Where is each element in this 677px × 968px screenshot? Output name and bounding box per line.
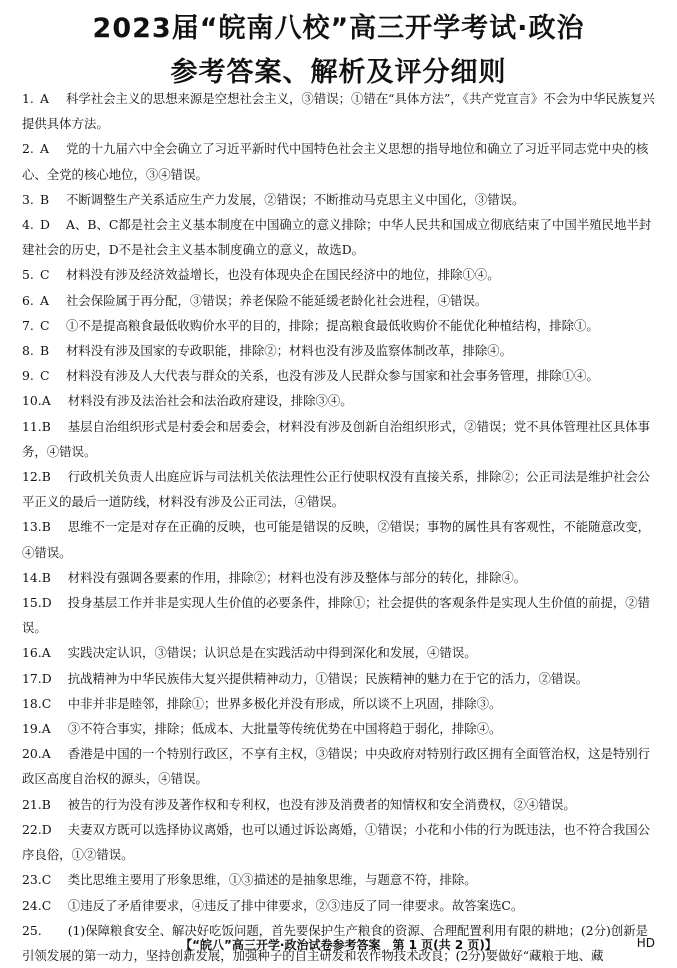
- answer-choice: C: [41, 872, 52, 888]
- answer-choice: B: [41, 469, 51, 485]
- answer-explanation: 材料没有涉及国家的专政职能，排除②；材料也没有涉及监察体制改革，排除④。: [66, 343, 513, 359]
- answer-choice: A: [40, 91, 49, 106]
- answer-item: [22, 590, 658, 640]
- answer-explanation: 党的十九届六中全会确立了习近平新时代中国特色社会主义思想的指导地位和确立了习近平同志党中央的核心、全党的核心地位，③④错误。: [22, 141, 649, 182]
- answer-choice: D: [41, 821, 52, 837]
- answer-choice: B: [41, 418, 51, 434]
- answer-item: [22, 313, 658, 338]
- answer-explanation: 社会保险属于再分配，③错误；养老保险不能延缓老龄化社会进程，④错误。: [66, 292, 488, 308]
- answer-number: 11.: [22, 418, 42, 434]
- answer-explanation: 中非并非是睦邻，排除①；世界多极化并没有形成，所以谈不上巩固，排除③。: [67, 695, 502, 711]
- answer-number: 6.: [22, 292, 34, 308]
- answer-number: 16.: [22, 645, 42, 661]
- answer-choice: A: [41, 721, 51, 737]
- answer-explanation: 思维不一定是对存在正确的反映，也可能是错误的反映，②错误；事物的属性具有客观性，不能随意改变，④错误。: [22, 519, 651, 560]
- answer-number: 18.: [22, 695, 42, 711]
- answer-explanation: 材料没有涉及人大代表与群众的关系，也没有涉及人民群众参与国家和社会事务管理，排除①④。: [66, 368, 599, 384]
- answer-item: [22, 338, 658, 363]
- answer-number: 21.: [22, 796, 42, 812]
- answer-item: [22, 666, 658, 691]
- answer-item: [22, 867, 658, 892]
- answer-number: 1.: [22, 91, 34, 106]
- answer-explanation: 行政机关负责人出庭应诉与司法机关依法理性公正行使职权没有直接关系，排除②；公正司法是维护社会公平正义的最后一道防线，材料没有涉及公正司法，④错误。: [22, 469, 651, 510]
- answer-explanation: 香港是中国的一个特别行政区，不享有主权，③错误；中央政府对特别行政区拥有全面管治权，这是特别行政区高度自治权的源头，④错误。: [22, 746, 651, 787]
- answer-item: [22, 514, 658, 564]
- answer-item: [22, 464, 658, 514]
- answer-explanation: 夫妻双方既可以选择协议离婚，也可以通过诉讼离婚，①错误；小花和小伟的行为既违法，也不符合我国公序良俗，①②错误。: [22, 821, 651, 863]
- answer-explanation: 科学社会主义的思想来源是空想社会主义，③错误；①错在“具体方法”，《共产党宣言》不会为中华民族复兴提供具体方法。: [22, 91, 655, 132]
- answer-item: [22, 691, 658, 716]
- answer-number: 12.: [22, 469, 42, 485]
- answer-choice: A: [40, 292, 49, 308]
- answer-choice: A: [41, 746, 51, 762]
- answer-choice: A: [41, 645, 51, 661]
- answer-item: [22, 817, 658, 867]
- answer-item: [22, 136, 658, 186]
- answer-choice: B: [41, 569, 51, 585]
- answer-number: 4.: [22, 217, 34, 233]
- answer-choice: C: [40, 368, 50, 384]
- answer-choice: B: [41, 796, 51, 812]
- answer-explanation: 材料没有涉及经济效益增长，也没有体现央企在国民经济中的地位，排除①④。: [66, 267, 500, 283]
- answer-number: 25.: [22, 922, 42, 938]
- document-title: 2023届“皖南八校”高三开学考试·政治: [92, 13, 585, 44]
- answer-explanation: 抗战精神为中华民族伟大复兴提供精神动力，①错误；民族精神的魅力在于它的活力，②错误。: [67, 670, 589, 686]
- answer-number: 13.: [22, 519, 42, 535]
- answer-explanation: ③不符合事实，排除；低成本、大批量等传统优势在中国将趋于弱化，排除④。: [67, 721, 502, 737]
- answer-item: [22, 741, 658, 791]
- answer-choice: B: [40, 191, 50, 207]
- answer-explanation: 被告的行为没有涉及著作权和专利权，也没有涉及消费者的知情权和安全消费权，②④错误。: [67, 796, 576, 812]
- answer-list: [22, 86, 658, 968]
- answer-number: 8.: [22, 343, 34, 359]
- answer-number: 2.: [22, 141, 34, 157]
- answer-choice: C: [41, 695, 52, 711]
- answer-number: 9.: [22, 368, 34, 384]
- answer-choice: C: [40, 267, 50, 283]
- answer-number: 5.: [22, 267, 34, 283]
- answer-number: 19.: [22, 721, 42, 737]
- answer-choice: B: [40, 343, 50, 359]
- answer-explanation: 类比思维主要用了形象思维，①③描述的是抽象思维，与题意不符，排除。: [67, 872, 477, 888]
- answer-choice: D: [41, 670, 52, 686]
- answer-explanation: 材料没有强调各要素的作用，排除②；材料也没有涉及整体与部分的转化，排除④。: [67, 569, 527, 585]
- answer-choice: A: [40, 141, 49, 157]
- answer-item: [22, 212, 658, 262]
- answer-choice: A: [41, 393, 51, 409]
- answer-number: 23.: [22, 872, 42, 888]
- answer-item: [22, 262, 658, 287]
- answer-number: 14.: [22, 569, 42, 585]
- answer-choice: D: [40, 217, 50, 233]
- answer-item: [22, 565, 658, 590]
- answer-number: 22.: [22, 821, 42, 837]
- page-footer: 【“皖八”高三开学·政治试卷参考答案 第 1 页(共 2 页)】: [180, 938, 497, 952]
- answer-explanation: ①不是提高粮食最低收购价水平的目的，排除；提高粮食最低收购价不能优化种植结构，排除①。: [66, 317, 599, 333]
- answer-number: 7.: [22, 317, 34, 333]
- answer-number: 3.: [22, 191, 34, 207]
- answer-choice: C: [40, 317, 50, 333]
- answer-explanation: ①违反了矛盾律要求，④违反了排中律要求，②③违反了同一律要求。故答案选C。: [67, 897, 524, 913]
- answer-item: [22, 86, 658, 136]
- answer-number: 15.: [22, 595, 42, 611]
- answer-explanation: 基层自治组织形式是村委会和居委会，材料没有涉及创新自治组织形式，②错误；党不具体管理社区具体事务，④错误。: [22, 418, 651, 459]
- answer-number: 20.: [22, 746, 42, 762]
- answer-item: [22, 414, 658, 464]
- answer-item: [22, 187, 658, 212]
- answer-item: [22, 716, 658, 741]
- answer-item: [22, 893, 658, 918]
- answer-number: 17.: [22, 670, 42, 686]
- answer-explanation: 不断调整生产关系适应生产力发展，②错误；不断推动马克思主义中国化，③错误。: [66, 191, 525, 207]
- answer-item: [22, 288, 658, 313]
- answer-item: [22, 363, 658, 388]
- answer-number: 24.: [22, 897, 42, 913]
- answer-item: [22, 792, 658, 817]
- footer-code: HD: [636, 936, 655, 950]
- answer-number: 10.: [22, 393, 42, 409]
- answer-choice: D: [41, 595, 52, 611]
- answer-explanation: (1)保障粮食安全、解决好吃饭问题，首先要保护生产粮食的资源、合理配置利用有限的耕地；(2分)创新是引领发展的第一动力，坚持创新发展，加强种子的自主研发和农作物技术改良；(2分)要做好“藏粮于地、藏: [22, 922, 649, 963]
- answer-explanation: 材料没有涉及法治社会和法治政府建设，排除③④。: [67, 393, 353, 409]
- answer-explanation: 投身基层工作并非是实现人生价值的必要条件，排除①；社会提供的客观条件是实现人生价值的前提，②错误。: [22, 595, 651, 636]
- answer-choice: B: [41, 519, 51, 535]
- answer-explanation: A、B、C都是社会主义基本制度在中国确立的意义排除；中华人民共和国成立彻底结束了中国半殖民地半封建社会的历史，D不是社会主义基本制度确立的意义，故选D。: [22, 217, 652, 258]
- answer-explanation: 实践决定认识，③错误；认识总是在实践活动中得到深化和发展，④错误。: [67, 645, 477, 661]
- answer-item: [22, 388, 658, 413]
- answer-item: [22, 640, 658, 665]
- answer-choice: C: [41, 897, 52, 913]
- document-subtitle: 参考答案、解析及评分细则: [170, 57, 507, 88]
